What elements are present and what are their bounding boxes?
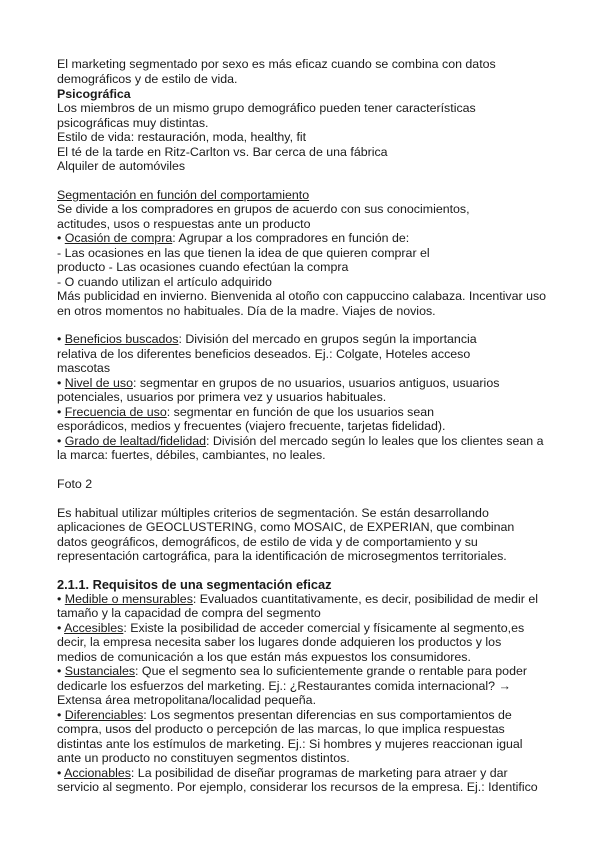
paragraph-line: medios de comunicación a los que están más expuestos los consumidores.	[57, 650, 471, 664]
bullet-term: Frecuencia de uso	[64, 405, 167, 419]
paragraph-line: ante un producto no constituyen segmentos distintos.	[57, 751, 350, 765]
paragraph-line: dedicarle los esfuerzos del marketing. Ej.: ¿Restaurantes comida internacional? →	[57, 679, 511, 693]
paragraph-line: - O cuando utilizan el artículo adquirido	[57, 275, 272, 289]
bullet-diferenciables	[57, 708, 512, 723]
paragraph-line: relativa de los diferentes beneficios deseados. Ej.: Colgate, Hoteles acceso	[57, 347, 471, 361]
paragraph-line: Extensa área metropolitana/localidad pequeña.	[57, 693, 317, 707]
bullet-marker: •	[57, 434, 65, 448]
paragraph-line: potenciales, usuarios por primera vez y usuarios habituales.	[57, 390, 387, 404]
bullet-grado-de-lealtad	[57, 434, 544, 449]
section-heading-requisitos: 2.1.1. Requisitos de una segmentación eficaz	[57, 577, 332, 592]
bullet-text: : Evaluados cuantitativamente, es decir, posibilidad de medir el	[192, 592, 538, 606]
bullet-term: Beneficios buscados	[64, 332, 179, 346]
bullet-marker: •	[57, 592, 65, 606]
paragraph-line: El té de la tarde en Ritz-Carlton vs. Bar cerca de una fábrica	[57, 145, 388, 159]
bullet-term: Sustanciales	[64, 664, 136, 678]
bullet-marker: •	[57, 664, 65, 678]
paragraph-line: la marca: fuertes, débiles, cambiantes, no leales.	[57, 448, 326, 462]
paragraph-line: producto - Las ocasiones cuando efectúan la compra	[57, 260, 349, 274]
bullet-text: : División del mercado según lo leales que los clientes sean a	[206, 434, 544, 448]
paragraph-line: representación cartográfica, para la identificación de microsegmentos territoriales.	[57, 549, 507, 563]
bullet-term: Ocasión de compra	[64, 231, 173, 245]
paragraph-line: Es habitual utilizar múltiples criterios de segmentación. Se están desarrollando	[57, 506, 489, 520]
paragraph-line: Estilo de vida: restauración, moda, healthy, fit	[57, 130, 307, 144]
bullet-term: Diferenciables	[64, 708, 144, 722]
section-heading-comportamiento: Segmentación en función del comportamiento	[57, 188, 310, 202]
paragraph-line: en otros momentos no habituales. Día de la madre. Viajes de novios.	[57, 304, 436, 318]
bullet-term: Accionables	[64, 766, 131, 780]
paragraph-line: datos geográficos, demográficos, de estilo de vida y de comportamiento y su	[57, 535, 478, 549]
paragraph-line: servicio al segmento. Por ejemplo, considerar los recursos de la empresa. Ej.: Identifico	[57, 780, 538, 794]
bullet-marker: •	[57, 332, 65, 346]
bullet-marker: •	[57, 621, 65, 635]
paragraph-line: psicográficas muy distintas.	[57, 116, 209, 130]
bullet-text: : Que el segmento sea lo suficientemente grande o rentable para poder	[135, 664, 527, 678]
paragraph-line: Se divide a los compradores en grupos de acuerdo con sus conocimientos,	[57, 202, 470, 216]
paragraph-line: - Las ocasiones en las que tienen la idea de que quieren comprar el	[57, 246, 430, 260]
bullet-sustanciales	[57, 664, 527, 679]
bullet-nivel-de-uso	[57, 376, 499, 391]
paragraph-line: actitudes, usos o respuestas ante un producto	[57, 217, 311, 231]
paragraph-line: Más publicidad en invierno. Bienvenida al otoño con cappuccino calabaza. Incentivar uso	[57, 289, 547, 303]
paragraph-line: Los miembros de un mismo grupo demográfico pueden tener características	[57, 101, 476, 115]
paragraph-line: El marketing segmentado por sexo es más eficaz cuando se combina con datos	[57, 57, 496, 71]
paragraph-line: demográficos y de estilo de vida.	[57, 72, 238, 86]
bullet-text: : Los segmentos presentan diferencias en sus comportamientos de	[143, 708, 512, 722]
bullet-frecuencia-de-uso	[57, 405, 434, 420]
bullet-marker: •	[57, 405, 65, 419]
bullet-marker: •	[57, 376, 65, 390]
bullet-accesibles	[57, 621, 524, 636]
bullet-marker: •	[57, 231, 65, 245]
paragraph-line: Alquiler de automóviles	[57, 159, 186, 173]
bullet-beneficios-buscados	[57, 332, 477, 347]
bullet-marker: •	[57, 708, 65, 722]
bullet-term: Accesibles	[64, 621, 124, 635]
bullet-text: : segmentar en función de que los usuarios sean	[166, 405, 434, 419]
bullet-term: Nivel de uso	[64, 376, 133, 390]
bullet-text: : segmentar en grupos de no usuarios, usuarios antiguos, usuarios	[132, 376, 500, 390]
paragraph-line: esporádicos, medios y frecuentes (viajero frecuente, tarjetas fidelidad).	[57, 419, 446, 433]
paragraph-line: compra, usos del producto o percepción de las marcas, lo que implica respuestas	[57, 722, 505, 736]
bullet-text: : Agrupar a los compradores en función de:	[172, 231, 410, 245]
bullet-ocasion-de-compra	[57, 231, 409, 246]
paragraph-line: distintas ante los estímulos de marketing. Ej.: Si hombres y mujeres reaccionan igual	[57, 737, 523, 751]
bullet-term: Grado de lealtad/fidelidad	[64, 434, 206, 448]
paragraph-line: tamaño y la capacidad de compra del segmento	[57, 606, 321, 620]
bullet-text: : División del mercado en grupos según la importancia	[178, 332, 477, 346]
section-heading-psicografica: Psicográfica	[57, 87, 131, 101]
bullet-term: Medible o mensurables	[64, 592, 193, 606]
bullet-text: : La posibilidad de diseñar programas de marketing para atraer y dar	[130, 766, 508, 780]
bullet-marker: •	[57, 766, 65, 780]
bullet-accionables	[57, 766, 508, 781]
bullet-medible	[57, 592, 538, 607]
photo-caption: Foto 2	[57, 477, 93, 491]
paragraph-line: aplicaciones de GEOCLUSTERING, como MOSAIC, de EXPERIAN, que combinan	[57, 520, 515, 534]
paragraph-line: mascotas	[57, 361, 111, 375]
paragraph-line: decir, la empresa necesita saber los lugares donde adquieren los productos y los	[57, 635, 502, 649]
bullet-text: : Existe la posibilidad de acceder comercial y físicamente al segmento,es	[123, 621, 525, 635]
